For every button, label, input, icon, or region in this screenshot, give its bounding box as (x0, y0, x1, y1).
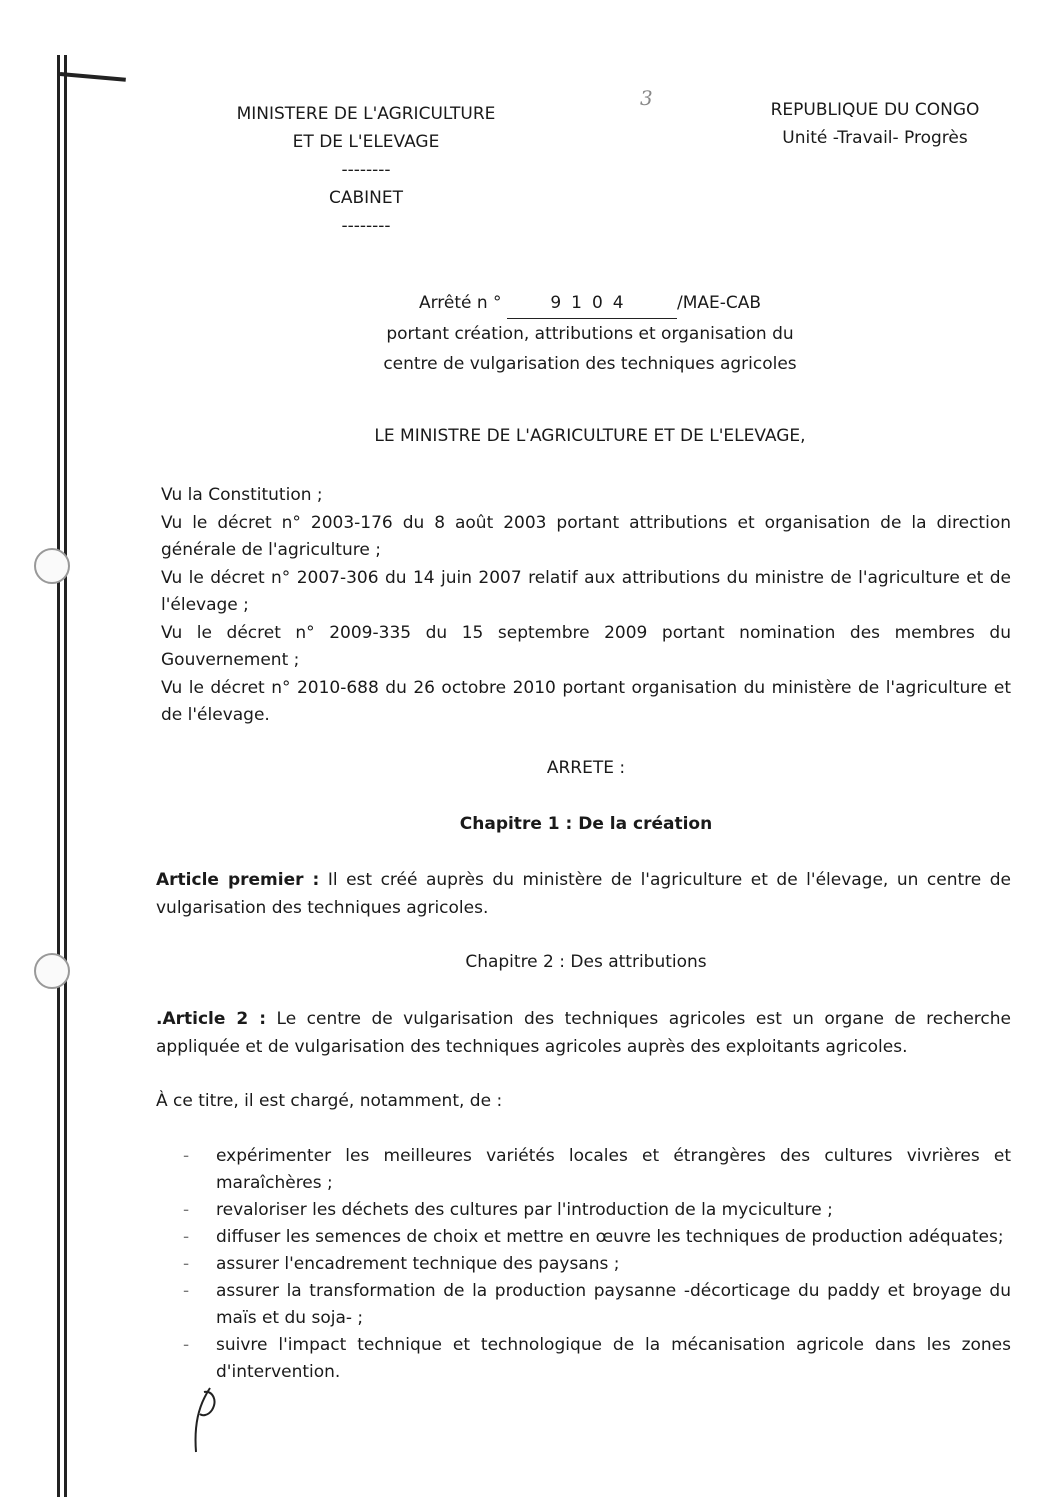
republic-name: REPUBLIQUE DU CONGO (770, 100, 980, 120)
visa-item: Vu le décret n° 2009-335 du 15 septembre 2009 portant nomination des membres du Gouvernement ; (161, 622, 1011, 670)
list-dash: - (183, 1254, 190, 1274)
chapter-1-heading: Chapitre 1 : De la création (459, 814, 713, 834)
republic-header (725, 96, 1025, 152)
list-item: - revaloriser les déchets des cultures par l'introduction de la myciculture ; (183, 1197, 1011, 1224)
list-item: - assurer la transformation de la production paysanne -décorticage du paddy et broyage du maïs et du soja- ; (183, 1278, 1011, 1332)
binder-line (57, 55, 60, 1497)
visa-item: Vu le décret n° 2007-306 du 14 juin 2007 relatif aux attributions du ministre de l'agriculture et de l'élevage ; (161, 567, 1011, 615)
decree-suffix: /MAE-CAB (676, 293, 762, 313)
chapter-2-heading: Chapitre 2 : Des attributions (465, 952, 707, 972)
list-item: - expérimenter les meilleures variétés locales et étrangères des cultures vivrières et maraîchères ; (183, 1143, 1011, 1197)
binder-line (64, 55, 67, 1497)
visa-item: Vu le décret n° 2003-176 du 8 août 2003 portant attributions et organisation de la direction générale de l'agriculture ; (161, 512, 1011, 560)
decree-title (320, 288, 860, 379)
punch-hole (34, 953, 70, 989)
minister-heading: LE MINISTRE DE L'AGRICULTURE ET DE L'ELEVAGE, (374, 426, 806, 446)
list-item: - suivre l'impact technique et technologique de la mécanisation agricole dans les zones d'intervention. (183, 1332, 1011, 1386)
arrete-heading: ARRETE : (546, 758, 626, 778)
cabinet-label: CABINET (328, 188, 404, 208)
list-item: - diffuser les semences de choix et mettre en œuvre les techniques de production adéquates; (183, 1224, 1011, 1251)
header-separator: -------- (341, 216, 391, 236)
binder-mark (60, 72, 126, 82)
article-2-text: Le centre de vulgarisation des techniques agricoles est un organe de recherche appliquée et de vulgarisation des techniques agricoles auprès des exploitants agricoles. (156, 1009, 1012, 1057)
list-dash: - (183, 1200, 190, 1220)
handwritten-page-number: 3 (640, 86, 653, 110)
list-dash: - (183, 1335, 190, 1355)
ministry-header (186, 100, 546, 240)
list-item: - assurer l'encadrement technique des paysans ; (183, 1251, 1011, 1278)
ministry-name-line2: ET DE L'ELEVAGE (292, 132, 440, 152)
punch-hole (34, 548, 70, 584)
decree-prefix: Arrêté n ° (418, 293, 502, 313)
header-separator: -------- (341, 160, 391, 180)
list-dash: - (183, 1227, 190, 1247)
ministry-name-line1: MINISTERE DE L'AGRICULTURE (236, 104, 496, 124)
decree-subject-line2: centre de vulgarisation des techniques agricoles (383, 354, 797, 374)
list-dash: - (183, 1281, 190, 1301)
article-1-label: Article premier : (156, 870, 320, 890)
initials-signature (188, 1386, 222, 1456)
national-motto: Unité -Travail- Progrès (782, 128, 968, 148)
list-dash: - (183, 1146, 190, 1166)
visa-item: Vu le décret n° 2010-688 du 26 octobre 2010 portant organisation du ministère de l'agriculture et de l'élevage. (161, 677, 1011, 725)
duties-intro: À ce titre, il est chargé, notamment, de : (156, 1091, 503, 1111)
article-2 (156, 1005, 1011, 1061)
decree-number: 9104 (507, 288, 677, 319)
visas-list (161, 482, 1011, 730)
article-1 (156, 866, 1011, 922)
article-1-text: Il est créé auprès du ministère de l'agriculture et de l'élevage, un centre de vulgarisation des techniques agricoles. (156, 870, 1011, 918)
duties-list (183, 1143, 1011, 1386)
article-2-label: .Article 2 : (156, 1009, 267, 1029)
decree-subject-line1: portant création, attributions et organisation du (386, 324, 794, 344)
visa-item: Vu la Constitution ; (161, 485, 323, 505)
